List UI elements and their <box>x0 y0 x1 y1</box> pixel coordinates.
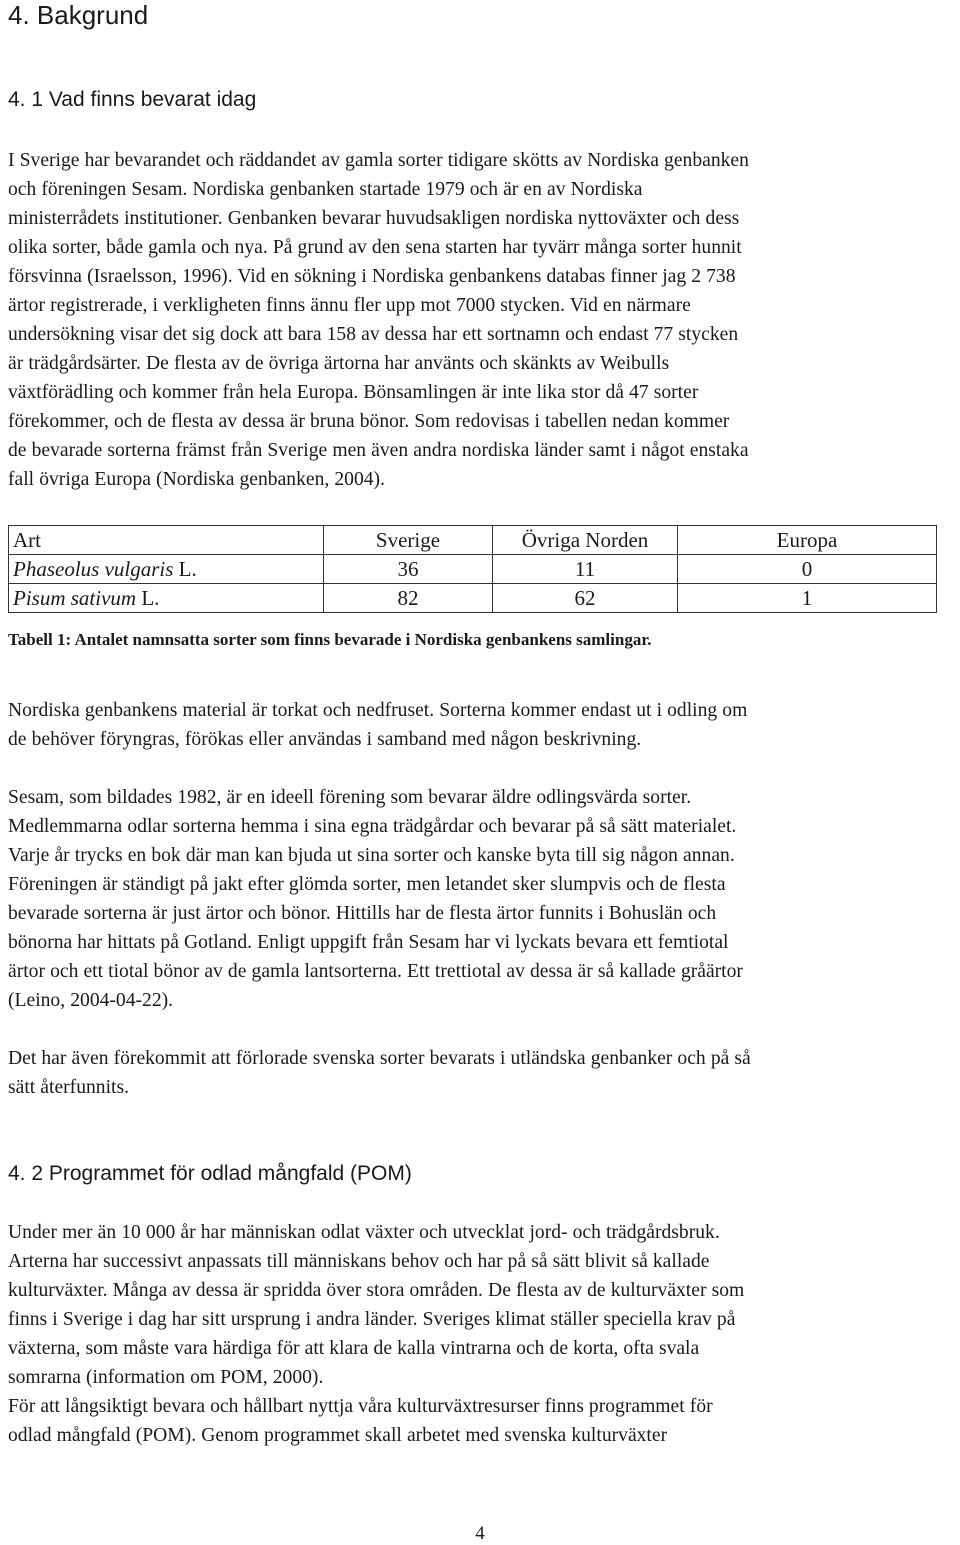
text-line: växterna, som måste vara härdiga för att klara de kalla vintrarna och de korta, ofta svala <box>8 1338 700 1359</box>
paragraph-sesam <box>8 783 958 1015</box>
text-line: Under mer än 10 000 år har människan odlat växter och utvecklat jord- och trädgårdsbruk. <box>8 1222 720 1243</box>
text-line: Sesam, som bildades 1982, är en ideell förening som bevarar äldre odlingsvärda sorter. <box>8 787 692 808</box>
table-header-europa: Europa <box>678 526 937 555</box>
text-line: försvinna (Israelsson, 1996). Vid en sökning i Nordiska genbankens databas finner jag 2 738 <box>8 266 736 287</box>
table-caption: Tabell 1: Antalet namnsatta sorter som finns bevarade i Nordiska genbankens samlingar. <box>8 630 652 649</box>
text-line: ministerrådets institutioner. Genbanken bevarar huvudsakligen nordiska nyttoväxter och dess <box>8 208 740 229</box>
table-header-row <box>9 526 937 555</box>
text-line: undersökning visar det sig dock att bara 158 av dessa har ett sortnamn och endast 77 stycken <box>8 324 739 345</box>
paragraph-genebank-intro <box>8 146 958 494</box>
table-header-sverige: Sverige <box>324 526 493 555</box>
section-heading-4-1: 4. 1 Vad finns bevarat idag <box>8 88 257 111</box>
table-header-ovriga-norden: Övriga Norden <box>493 526 678 555</box>
text-line: bevarade sorterna är just ärtor och bönor. Hittills har de flesta ärtor funnits i Bohuslän och <box>8 903 717 924</box>
text-line: bönorna har hittats på Gotland. Enligt uppgift från Sesam har vi lyckats bevara ett femtiotal <box>8 932 729 953</box>
text-line: Varje år trycks en bok där man kan bjuda ut sina sorter och kanske byta till sig någon annan. <box>8 845 735 866</box>
chapter-heading: 4. Bakgrund <box>8 0 149 30</box>
text-line: (Leino, 2004-04-22). <box>8 990 174 1011</box>
table-cell-sverige: 36 <box>324 555 493 584</box>
text-line: Nordiska genbankens material är torkat och nedfruset. Sorterna kommer endast ut i odling om <box>8 700 748 721</box>
text-line: ärtor registrerade, i verkligheten finns ännu fler upp mot 7000 stycken. Vid en närmare <box>8 295 691 316</box>
text-line: sätt återfunnits. <box>8 1077 129 1098</box>
text-line: är trädgårdsärter. De flesta av de övriga ärtorna har använts och skänkts av Weibulls <box>8 353 670 374</box>
table-cell-ovriga-norden: 62 <box>493 584 678 613</box>
paragraph-genebank-material <box>8 696 958 754</box>
text-line: kulturväxter. Många av dessa är spridda över stora områden. De flesta av de kulturväxter som <box>8 1280 745 1301</box>
table-cell-sverige: 82 <box>324 584 493 613</box>
text-line: förekommer, och de flesta av dessa är bruna bönor. Som redovisas i tabellen nedan kommer <box>8 411 730 432</box>
table-cell-europa: 1 <box>678 584 937 613</box>
page-number: 4 <box>475 1523 485 1544</box>
text-line: de bevarade sorterna främst från Sverige men även andra nordiska länder samt i något enstaka <box>8 440 749 461</box>
species-name: Phaseolus vulgaris <box>13 557 174 581</box>
text-line: Föreningen är ständigt på jakt efter glömda sorter, men letandet sker slumpvis och de flesta <box>8 874 726 895</box>
text-line: växtförädling och kommer från hela Europa. Bönsamlingen är inte lika stor då 47 sorter <box>8 382 699 403</box>
paragraph-pom <box>8 1218 958 1450</box>
table-cell-species <box>9 555 324 584</box>
text-line: ärtor och ett tiotal bönor av de gamla lantsorterna. Ett trettiotal av dessa är så kallade gråärtor <box>8 961 743 982</box>
table-cell-species <box>9 584 324 613</box>
paragraph-foreign-genebanks <box>8 1044 958 1102</box>
varieties-table <box>8 525 937 613</box>
text-line: Det har även förekommit att förlorade svenska sorter bevarats i utländska genbanker och på så <box>8 1048 751 1069</box>
text-line: För att långsiktigt bevara och hållbart nyttja våra kulturväxtresurser finns programmet för <box>8 1396 713 1417</box>
text-line: de behöver föryngras, förökas eller användas i samband med någon beskrivning. <box>8 729 642 750</box>
text-line: I Sverige har bevarandet och räddandet av gamla sorter tidigare skötts av Nordiska genbanken <box>8 150 749 171</box>
table-row <box>9 555 937 584</box>
text-line: olika sorter, både gamla och nya. På grund av den sena starten har tyvärr många sorter hunnit <box>8 237 742 258</box>
text-line: finns i Sverige i dag har sitt ursprung i andra länder. Sveriges klimat ställer speciella krav på <box>8 1309 736 1330</box>
table-row <box>9 584 937 613</box>
section-heading-4-2: 4. 2 Programmet för odlad mångfald (POM) <box>8 1162 412 1185</box>
text-line: fall övriga Europa (Nordiska genbanken, 2004). <box>8 469 385 490</box>
table-header-art: Art <box>9 526 324 555</box>
text-line: och föreningen Sesam. Nordiska genbanken startade 1979 och är en av Nordiska <box>8 179 643 200</box>
text-line: odlad mångfald (POM). Genom programmet skall arbetet med svenska kulturväxter <box>8 1425 668 1446</box>
species-author: L. <box>136 586 160 610</box>
text-line: Arterna har successivt anpassats till människans behov och har på så sätt blivit så kallade <box>8 1251 710 1272</box>
table-cell-europa: 0 <box>678 555 937 584</box>
species-name: Pisum sativum <box>13 586 137 610</box>
species-author: L. <box>173 557 197 581</box>
text-line: somrarna (information om POM, 2000). <box>8 1367 324 1388</box>
text-line: Medlemmarna odlar sorterna hemma i sina egna trädgårdar och bevarar på så sätt materialet. <box>8 816 737 837</box>
table-cell-ovriga-norden: 11 <box>493 555 678 584</box>
